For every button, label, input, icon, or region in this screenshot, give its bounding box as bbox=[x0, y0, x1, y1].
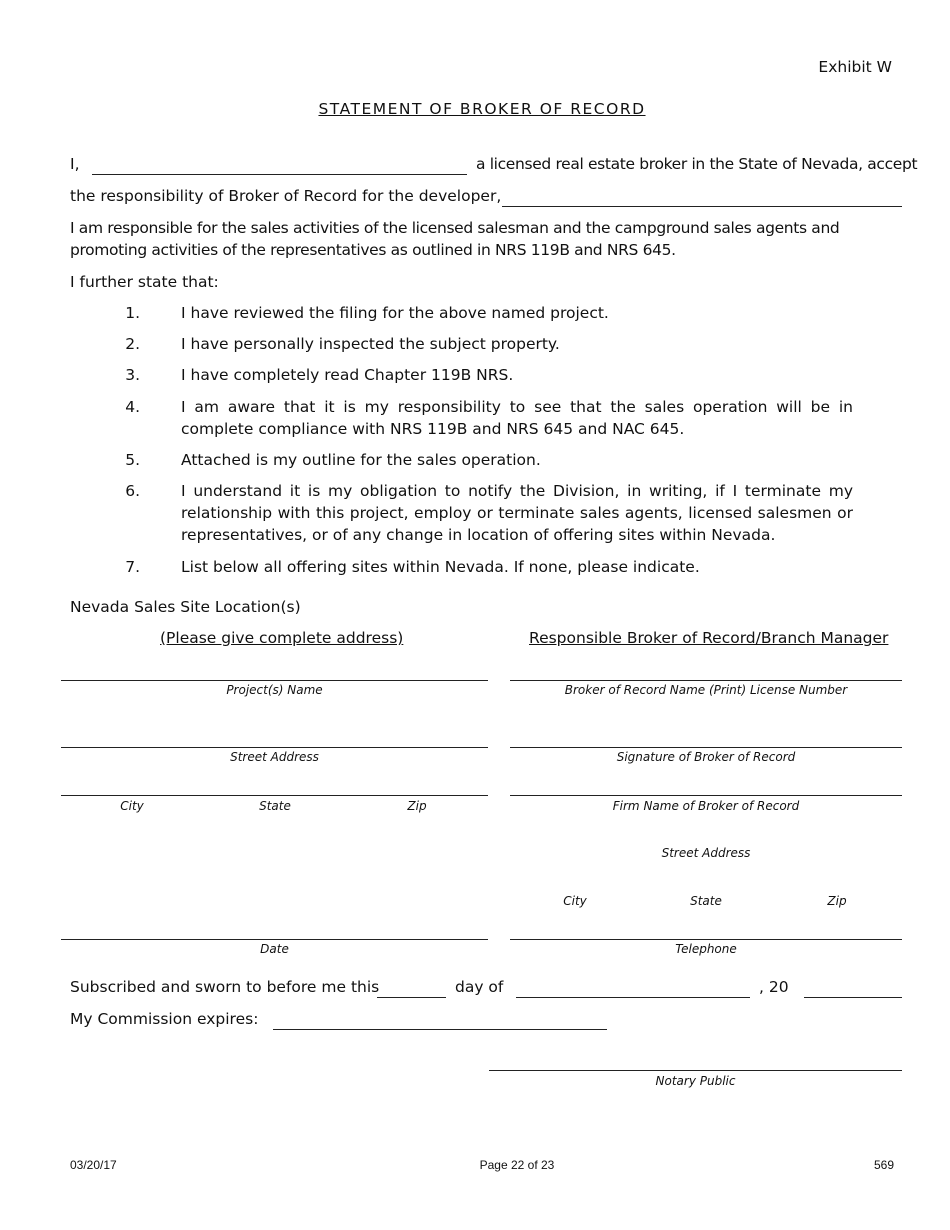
item-text: I am aware that it is my responsibility to see that the sales operation will be in complete compliance with NRS 119B and NRS 645 and NAC 645. bbox=[181, 398, 853, 438]
broker-name-license-line[interactable] bbox=[510, 680, 902, 681]
sworn-day-line[interactable] bbox=[377, 997, 446, 998]
city-label: City bbox=[120, 799, 144, 813]
right-column-heading: Responsible Broker of Record/Branch Manager bbox=[529, 629, 889, 647]
left-column-heading: (Please give complete address) bbox=[160, 629, 404, 647]
telephone-line[interactable] bbox=[510, 939, 902, 940]
date-line[interactable] bbox=[61, 939, 488, 940]
line2-text: the responsibility of Broker of Record for the developer, bbox=[70, 187, 502, 205]
sworn-prefix: Subscribed and sworn to before me this bbox=[70, 978, 380, 996]
item-number: 1. bbox=[125, 304, 140, 322]
zip-label: Zip bbox=[407, 799, 427, 813]
sworn-day-of: day of bbox=[455, 978, 504, 996]
developer-line[interactable] bbox=[502, 206, 902, 207]
commission-line[interactable] bbox=[273, 1029, 607, 1030]
broker-name-line[interactable] bbox=[92, 174, 467, 175]
telephone-label: Telephone bbox=[675, 942, 737, 956]
date-label: Date bbox=[260, 942, 289, 956]
item-text: Attached is my outline for the sales operation. bbox=[181, 451, 541, 469]
sworn-year-prefix: , 20 bbox=[759, 978, 789, 996]
broker-zip-label: Zip bbox=[827, 894, 847, 908]
street-address-label: Street Address bbox=[230, 750, 319, 764]
responsibility-paragraph: I am responsible for the sales activities of the licensed salesman and the campground sales agents and promoting activities of the representatives as outlined in NRS 119B and NRS 645. bbox=[70, 219, 840, 259]
further-state: I further state that: bbox=[70, 273, 219, 291]
item-text: I have completely read Chapter 119B NRS. bbox=[181, 366, 514, 384]
broker-name-license-label: Broker of Record Name (Print) License Number bbox=[564, 683, 848, 697]
street-address-line[interactable] bbox=[61, 747, 488, 748]
line1-suffix: a licensed real estate broker in the State of Nevada, accept bbox=[476, 155, 918, 173]
project-name-line[interactable] bbox=[61, 680, 488, 681]
city-state-zip-line[interactable] bbox=[61, 795, 488, 796]
broker-signature-label: Signature of Broker of Record bbox=[616, 750, 796, 764]
footer-date: 03/20/17 bbox=[70, 1158, 117, 1172]
document-title: STATEMENT OF BROKER OF RECORD bbox=[318, 100, 646, 118]
exhibit-label: Exhibit W bbox=[818, 58, 892, 76]
notary-signature-line[interactable] bbox=[489, 1070, 902, 1071]
item-number: 7. bbox=[125, 558, 140, 576]
firm-name-line[interactable] bbox=[510, 795, 902, 796]
item-number: 4. bbox=[125, 398, 140, 416]
project-name-label: Project(s) Name bbox=[226, 683, 323, 697]
item-text: I have reviewed the filing for the above named project. bbox=[181, 304, 609, 322]
state-label: State bbox=[259, 799, 291, 813]
broker-state-label: State bbox=[690, 894, 722, 908]
item-number: 6. bbox=[125, 482, 140, 500]
footer-code: 569 bbox=[873, 1158, 894, 1172]
footer-page: Page 22 of 23 bbox=[479, 1158, 555, 1172]
item-number: 2. bbox=[125, 335, 140, 353]
item-text: I have personally inspected the subject property. bbox=[181, 335, 560, 353]
firm-name-label: Firm Name of Broker of Record bbox=[612, 799, 800, 813]
broker-signature-line[interactable] bbox=[510, 747, 902, 748]
commission-expires: My Commission expires: bbox=[70, 1010, 259, 1028]
item-text: List below all offering sites within Nevada. If none, please indicate. bbox=[181, 558, 700, 576]
line1-prefix: I, bbox=[70, 155, 80, 173]
broker-city-label: City bbox=[563, 894, 587, 908]
item-text: I understand it is my obligation to notify the Division, in writing, if I terminate my relationship with this project, employ or terminate sales agents, licensed salesmen or representatives, or of any change in location of offering sites within Nevada. bbox=[181, 482, 853, 544]
item-number: 5. bbox=[125, 451, 140, 469]
site-heading: Nevada Sales Site Location(s) bbox=[70, 598, 301, 616]
sworn-year-line[interactable] bbox=[804, 997, 902, 998]
broker-street-label: Street Address bbox=[661, 846, 751, 860]
item-number: 3. bbox=[125, 366, 140, 384]
notary-public-label: Notary Public bbox=[655, 1074, 736, 1088]
sworn-month-line[interactable] bbox=[516, 997, 750, 998]
